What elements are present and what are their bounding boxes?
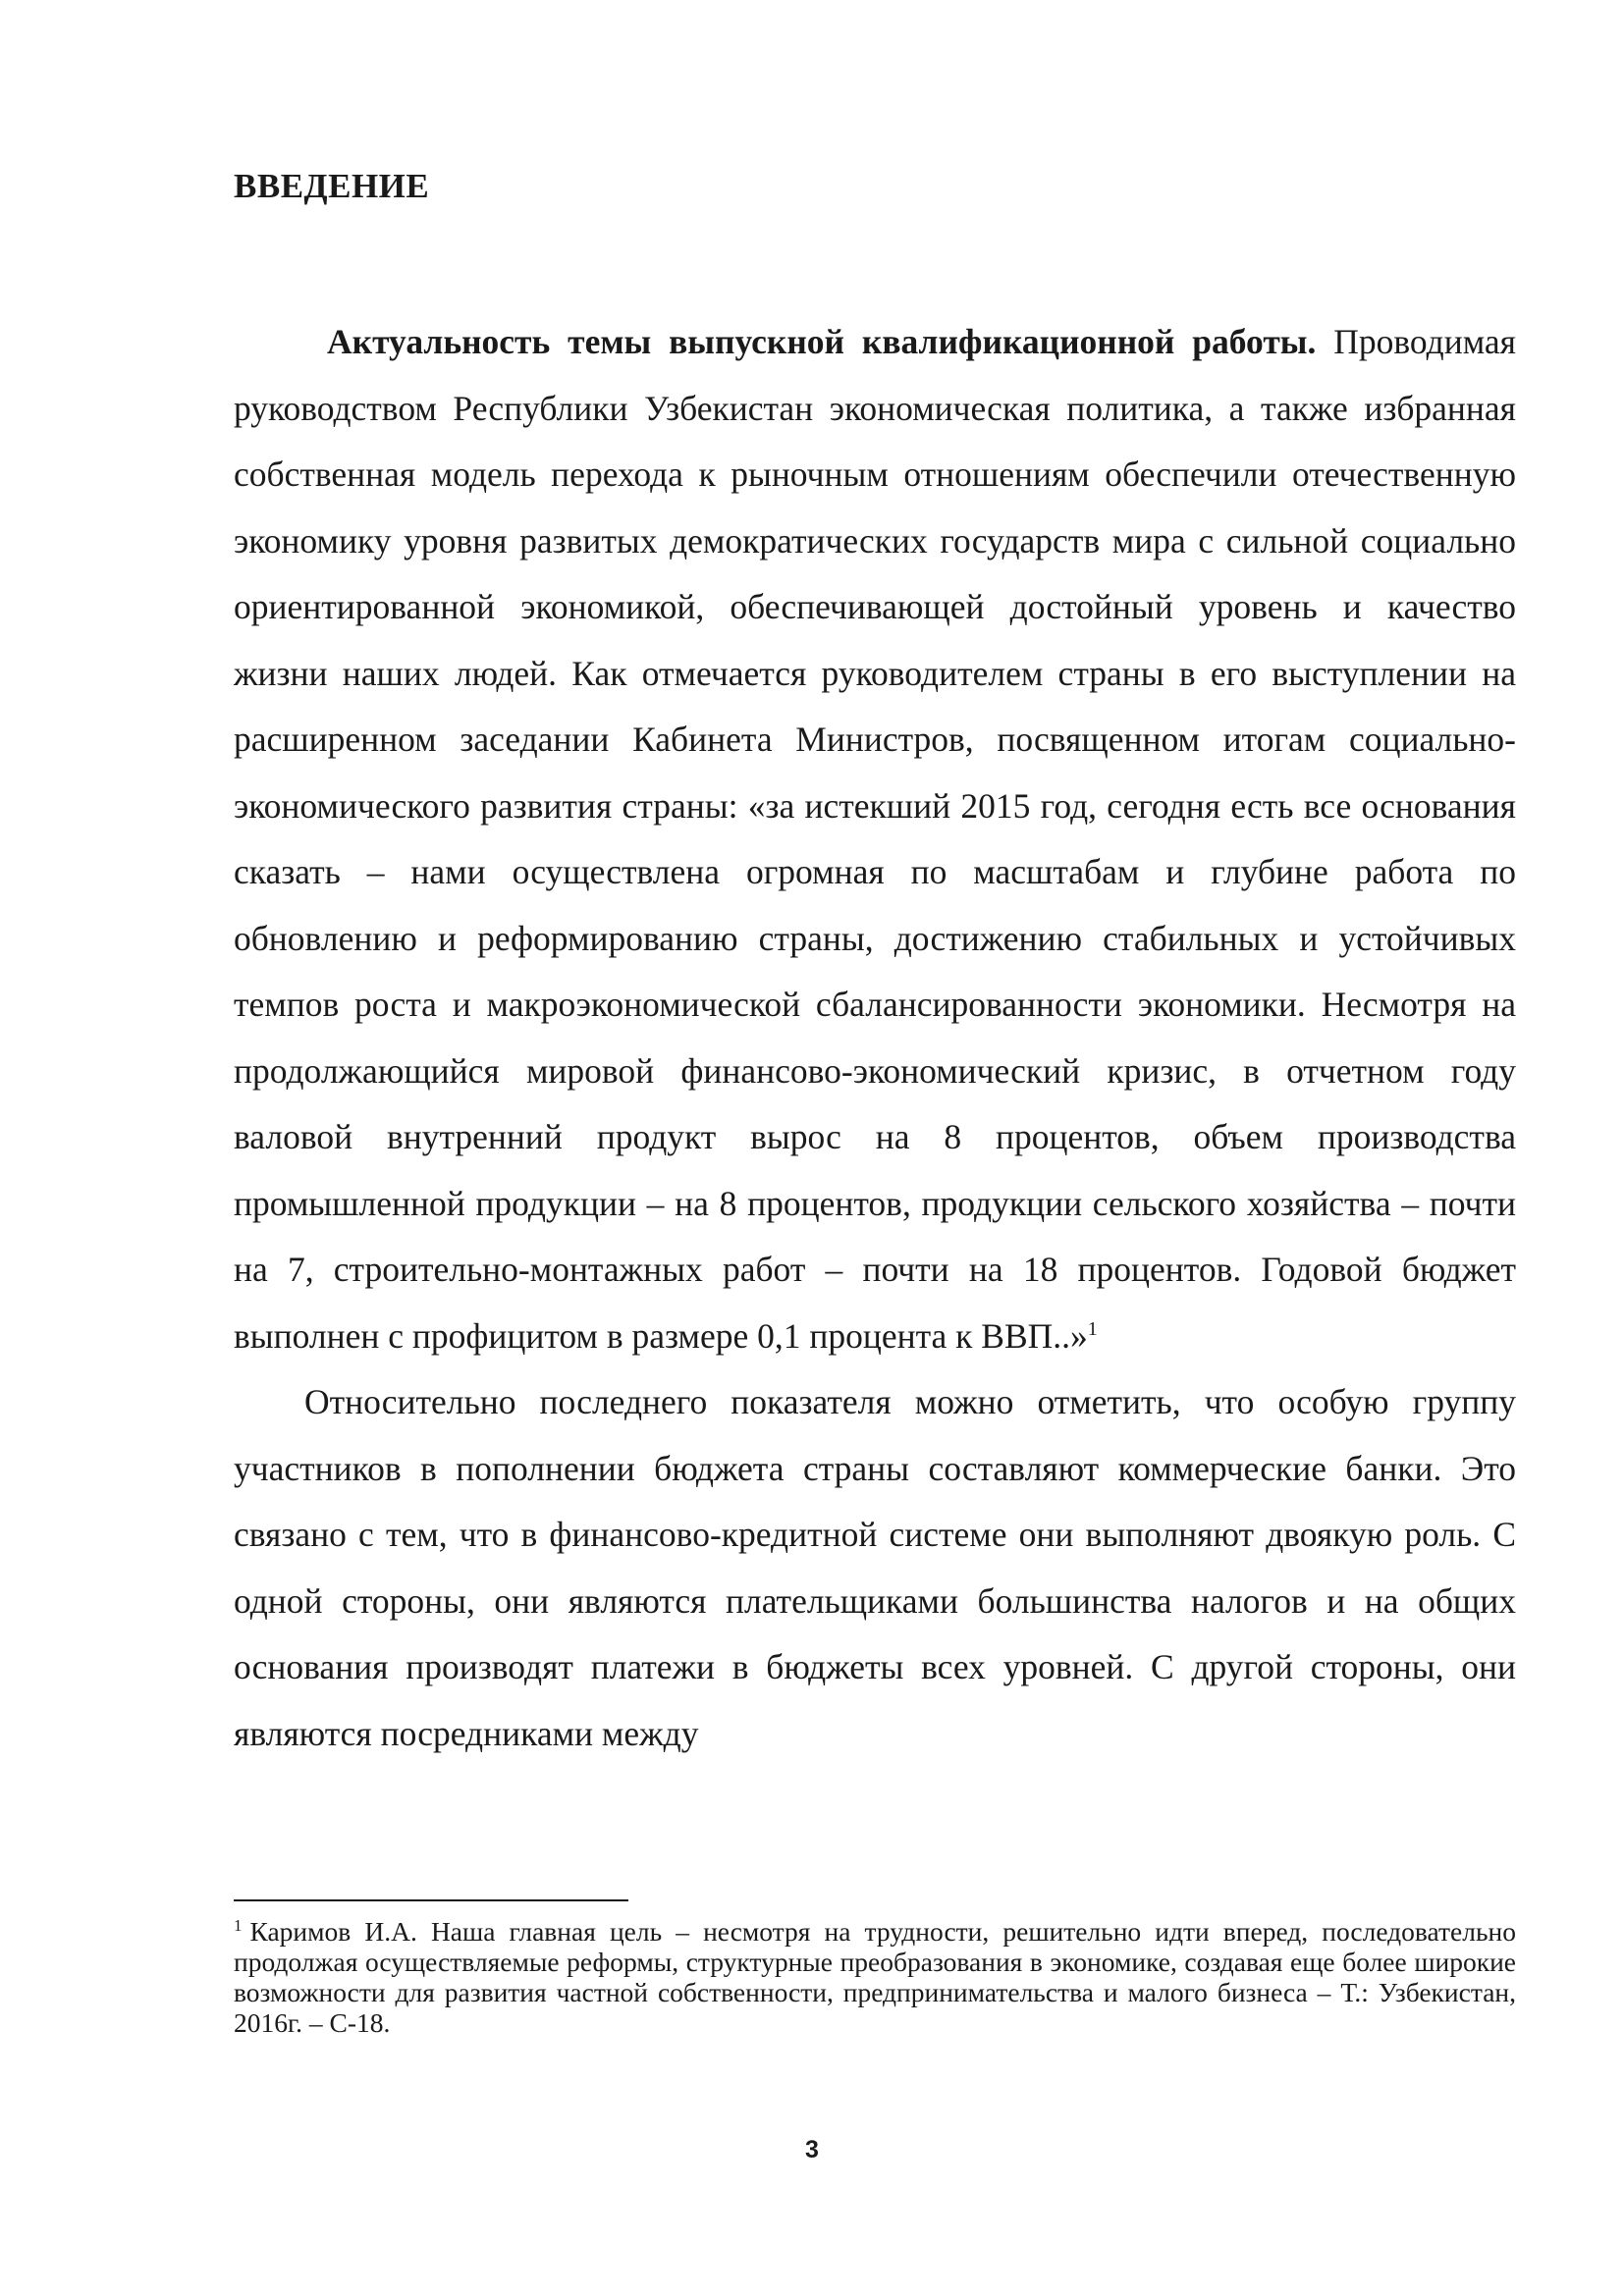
paragraph-text: Относительно последнего показателя можно отметить, что особую группу участников в пополнении бюджета страны составляют коммерческие банки. Это связано с тем, что в финансово-кредитной системе они выполняют двоякую роль. С одной стороны, они являются плательщиками большинства налогов и на общих основания производят платежи в бюджеты всех уровней. С другой стороны, они являются посредниками между (234, 1382, 1516, 1753)
paragraph-lead: Актуальность темы выпускной квалификационной работы. (327, 322, 1317, 361)
footnote-separator (234, 1899, 628, 1901)
section-heading: ВВЕДЕНИЕ (234, 167, 430, 205)
paragraph-text: Проводимая руководством Республики Узбекистан экономическая политика, а также избранная собственная модель перехода к рыночным отношениям обеспечили отечественную экономику уровня развитых демократических государств мира с сильной социально ориентированной экономикой, обеспечивающей достойный уровень и качество жизни наших людей. Как отмечается руководителем страны в его выступлении на расширенном заседании Кабинета Министров, посвященном итогам социально-экономического развития страны: «за истекший 2015 год, сегодня есть все основания сказать – нами осуществлена огромная по масштабам и глубине работа по обновлению и реформированию страны, достижению стабильных и устойчивых темпов роста и макроэкономической сбалансированности экономики. Несмотря на продолжающийся мировой финансово-экономический кризис, в отчетном году валовой внутренний продукт вырос на 8 процентов, объем производства промышленной продукции – на 8 процентов, продукции сельского хозяйства – почти на 7, строительно-монтажных работ – почти на 18 процентов. Годовой бюджет выполнен с профицитом в размере 0,1 процента к ВВП..» (234, 322, 1517, 1356)
footnote-text: Каримов И.А. Наша главная цель – несмотря на трудности, решительно идти вперед, последовательно продолжая осуществляемые реформы, структурные преобразования в экономике, создавая еще более широкие возможности для развития частной собственности, предпринимательства и малого бизнеса – Т.: Узбекистан, 2016г. – С-18. (234, 1916, 1516, 2038)
paragraph-relevance (234, 309, 1516, 1369)
footnote-reference[interactable]: 1 (1087, 1317, 1098, 1340)
footnote (234, 1916, 1516, 2038)
page-number: 3 (805, 2136, 819, 2163)
body-text (234, 309, 1516, 1767)
paragraph-banks (234, 1369, 1516, 1767)
footnote-number: 1 (234, 1915, 243, 1935)
